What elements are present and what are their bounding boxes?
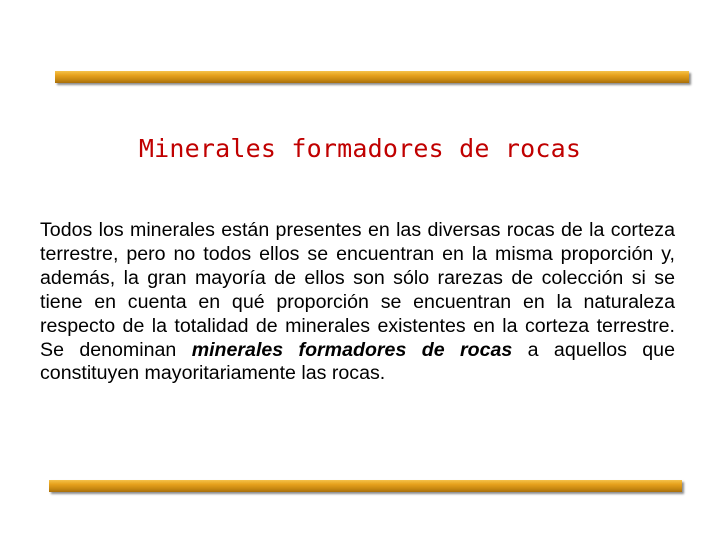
paragraph-text-start: Todos los minerales están presentes en las diversas rocas de la corteza terrestre, pero no todos ellos se encuentran en la misma proporción y, además, la gran mayoría de ellos son sólo rarezas de colección si se tiene en cuenta en qué proporción se encuentran en la naturaleza respecto de la totalidad de minerales existentes en la corteza terrestre. Se denominan [40,219,675,361]
slide-title: Minerales formadores de rocas [138,134,582,163]
slide-body-paragraph [40,219,675,386]
emphasized-term: minerales formadores de rocas [191,338,513,361]
bottom-divider-bar [49,480,682,492]
paragraph-text-end: a aquellos que constituyen mayoritariamente las rocas. [40,338,675,385]
top-divider-bar [55,71,689,83]
